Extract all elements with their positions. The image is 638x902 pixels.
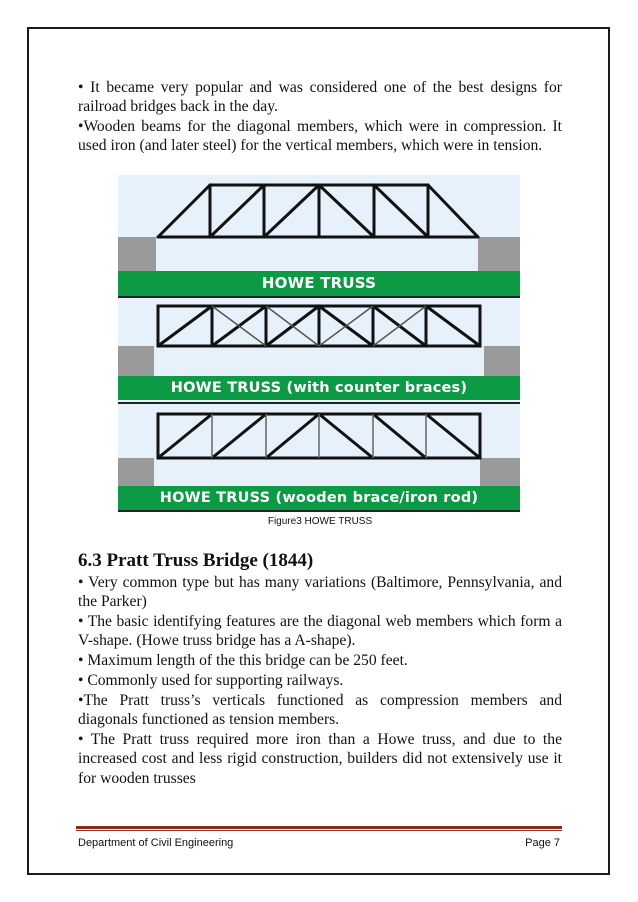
- bullet-1: • Very common type but has many variations (Baltimore, Pennsylvania, and the Parker): [78, 574, 562, 611]
- section-heading: 6.3 Pratt Truss Bridge (1844): [78, 550, 314, 571]
- intro-paragraph-2: •Wooden beams for the diagonal members, which were in compression. It used iron (and later steel) for the vertical members, which were in tension.: [78, 118, 562, 155]
- truss-panel-wooden-brace: [118, 404, 520, 510]
- right-pier: [480, 458, 520, 488]
- truss-panel-basic: [118, 175, 520, 296]
- truss-label-banner: HOWE TRUSS (wooden brace/iron rod): [118, 486, 520, 510]
- figure-caption: Figure3 HOWE TRUSS: [267, 516, 373, 527]
- truss-label-banner: HOWE TRUSS: [118, 271, 520, 296]
- truss-members: [158, 185, 478, 237]
- truss-label-banner: HOWE TRUSS (with counter braces): [118, 376, 520, 400]
- truss-members: [158, 306, 480, 346]
- footer-rule: [76, 826, 562, 829]
- intro-paragraph-1: • It became very popular and was considered one of the best designs for railroad bridges back in the day.: [78, 79, 562, 116]
- bullet-2: • The basic identifying features are the diagonal web members which form a V-shape. (Howe truss bridge has a A-shape).: [78, 613, 562, 650]
- page-number: Page 7: [525, 837, 560, 849]
- iron-rods: [212, 414, 426, 458]
- left-pier: [118, 458, 154, 488]
- howe-truss-figure: [118, 175, 520, 512]
- truss-panel-counter-braces: [118, 298, 520, 402]
- bullet-4: • Commonly used for supporting railways.: [78, 672, 344, 689]
- footer-rule-thin: [76, 830, 562, 831]
- right-pier: [484, 346, 520, 376]
- left-pier: [118, 346, 154, 376]
- figure-separator: [118, 510, 520, 512]
- right-pier: [478, 237, 520, 271]
- bullet-3: • Maximum length of the this bridge can be 250 feet.: [78, 652, 408, 669]
- footer-department: Department of Civil Engineering: [78, 837, 234, 849]
- left-pier: [118, 237, 156, 271]
- bullet-6: • The Pratt truss required more iron than a Howe truss, and due to the increased cost and less rigid construction, builders did not extensively use it for wooden trusses: [78, 731, 562, 787]
- bullet-5: •The Pratt truss’s verticals functioned as compression members and diagonals functioned as tension members.: [78, 692, 562, 729]
